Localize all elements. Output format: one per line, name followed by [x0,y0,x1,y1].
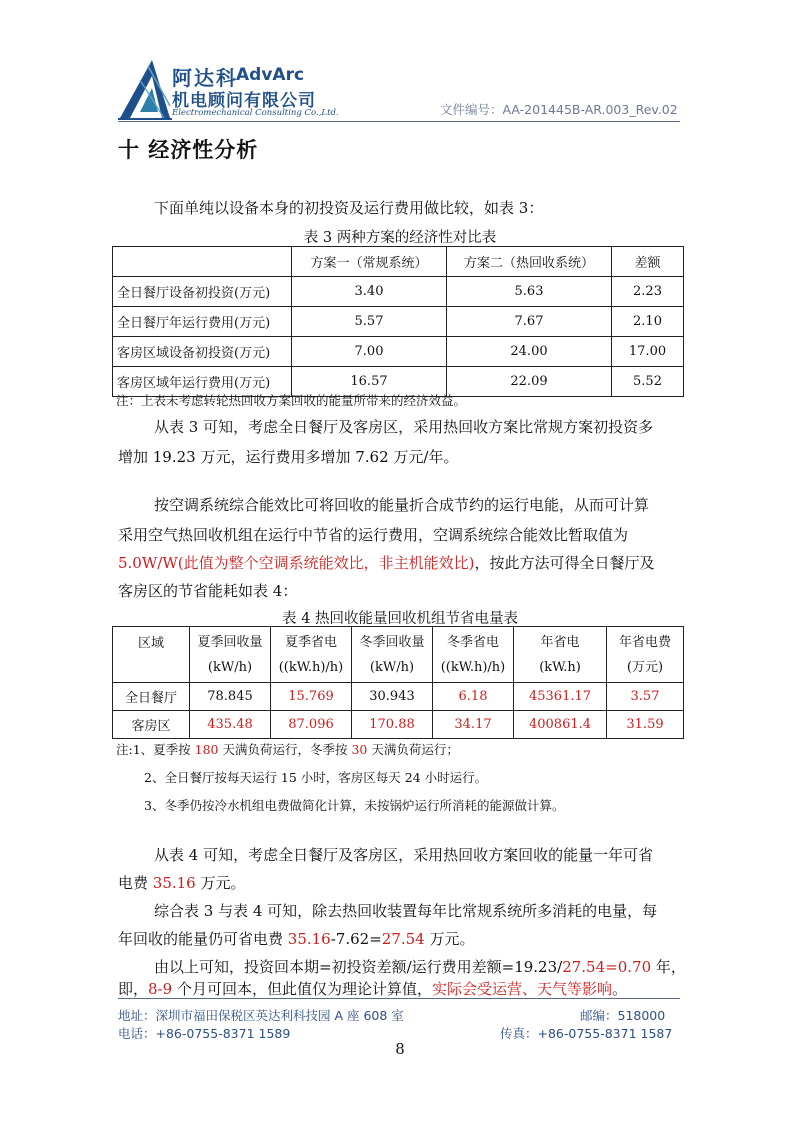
table-cell: 6.18 [433,683,514,711]
table-header-cell [352,627,433,683]
table-cell: 31.59 [607,711,684,739]
paragraph-line: 综合表 3 与表 4 可知，除去热回收装置每年比常规系统所多消耗的电量，每 [154,902,658,920]
row-label: 全日餐厅设备初投资(万元) [113,277,292,307]
header-unit: ((kW.h)/h) [278,659,344,675]
highlighted-text: 35.16 [287,930,331,948]
table-header-row [113,627,684,683]
table-cell: 3.57 [607,683,684,711]
table-cell: 16.57 [292,367,447,397]
row-label: 全日餐厅 [113,683,190,711]
footer-address: 地址：深圳市福田保税区英达利科技园 A 座 608 室 [118,1008,404,1023]
text-span: 天满负荷运行； [367,742,459,757]
text-span: 年回收的能量仍可省电费 [118,930,288,948]
table-header-cell [113,627,190,683]
table-cell: 435.48 [190,711,271,739]
section-title: 十 经济性分析 [118,138,259,162]
footer-divider [118,998,680,999]
header-label: 年省电费 [618,634,671,650]
table-header-cell: 差额 [612,247,684,277]
table-header-cell [433,627,514,683]
paragraph-line: 增加 19.23 万元，运行费用多增加 7.62 万元/年。 [118,448,459,466]
table-cell: 15.769 [271,683,352,711]
logo-english-subtitle: Electromechanical Consulting Co.,Ltd. [172,108,339,118]
paragraph-line [118,924,475,954]
table-row [113,277,684,307]
table-cell: 5.57 [292,307,447,337]
table4-caption: 表 4 热回收能量回收机组节省电量表 [282,611,518,627]
table-cell: 22.09 [447,367,612,397]
footer-phone: 电话：+86-0755-8371 1589 [118,1026,291,1041]
table-header-cell [113,247,292,277]
table-header-cell [271,627,352,683]
highlighted-text: 8-9 [148,980,173,998]
table-row [113,307,684,337]
highlighted-text: 35.16 [152,874,196,892]
row-label: 客房区 [113,711,190,739]
highlighted-text: 0.70 [617,958,652,976]
table-cell: 78.845 [190,683,271,711]
table-cell: 7.00 [292,337,447,367]
table-cell: 170.88 [352,711,433,739]
table3-note: 注：上表未考虑转轮热回收方案回收的能量所带来的经济效益。 [116,393,467,408]
economic-comparison-table [112,246,684,397]
header-label: 年省电 [540,634,580,650]
header-unit: (kW/h) [207,659,253,675]
paragraph-line [118,548,654,578]
paragraph-line [118,868,246,898]
table-cell: 24.00 [447,337,612,367]
logo-english-name: AdvArc [236,65,305,85]
highlighted-text: 实际会受运营、天气等影响 [431,980,612,998]
highlighted-text: 27.54 [562,958,606,976]
text-span: 电费 [118,874,153,892]
text-span: -7.62= [330,930,382,948]
header-label: 夏季省电 [284,634,337,650]
table-cell: 3.40 [292,277,447,307]
table-header-row [113,247,684,277]
text-span: 。 [611,980,627,998]
header-unit: ((kW.h)/h) [440,659,506,675]
table-header-cell [190,627,271,683]
footer-fax: 传真：+86-0755-8371 1587 [500,1026,673,1041]
header-unit: (万元) [626,659,664,675]
paragraph-line: 从表 3 可知，考虑全日餐厅及客房区，采用热回收方案比常规方案初投资多 [154,418,654,436]
row-label: 全日餐厅年运行费用(万元) [113,307,292,337]
header-label: 夏季回收量 [197,634,263,650]
table3-caption: 表 3 两种方案的经济性对比表 [303,230,497,246]
paragraph-line: 按空调系统综合能效比可将回收的能量折合成节约的运行电能，从而可计算 [154,496,650,514]
table4-note-3: 3、冬季仍按冷水机组电费做简化计算，未按锅炉运行所消耗的能源做计算。 [144,798,565,813]
text-span: ，按此方法可得全日餐厅及 [474,554,655,572]
header-label: 冬季回收量 [359,634,425,650]
table-cell: 17.00 [612,337,684,367]
highlighted-text: 5.0W/W(此值为整个空调系统能效比，非主机能效比) [118,554,475,572]
table-cell: 30.943 [352,683,433,711]
footer-postcode: 邮编：518000 [580,1008,666,1023]
text-span: 天满负荷运行，冬季按 [218,742,352,757]
table-cell: 7.67 [447,307,612,337]
table-header-cell: 方案二（热回收系统） [447,247,612,277]
header-divider [118,121,680,122]
table-cell: 5.63 [447,277,612,307]
highlighted-text: 27.54 [381,930,425,948]
table4-note-2: 2、全日餐厅按每天运行 15 小时，客房区每天 24 小时运行。 [144,770,488,785]
row-label: 客房区域年运行费用(万元) [113,367,292,397]
logo-company-type: 机电顾问有限公司 [172,91,316,111]
table-cell: 87.096 [271,711,352,739]
table-cell: 400861.4 [514,711,607,739]
paragraph-line: 客房区的节省能耗如表 4： [118,582,298,600]
text-span: 万元。 [424,930,475,948]
highlighted-text: 30 [351,742,368,757]
table-row [113,337,684,367]
text-span: 年， [651,958,686,976]
table-cell: 5.52 [612,367,684,397]
highlighted-text: 180 [194,742,219,757]
table-header-cell [514,627,607,683]
logo-chinese-name: 阿达科 [172,66,238,90]
header-unit: (kW.h) [539,659,581,675]
paragraph-line: 采用空气热回收机组在运行中节省的运行费用，空调系统综合能效比暂取值为 [118,526,629,544]
table-header-cell: 方案一（常规系统） [292,247,447,277]
text-span: 个月可回本，但此值仅为理论计算值， [172,980,432,998]
table-cell: 34.17 [433,711,514,739]
page-number: 8 [395,1040,405,1058]
header-label: 区域 [137,636,164,651]
table-cell: 2.10 [612,307,684,337]
table-row [113,683,684,711]
intro-paragraph: 下面单纯以设备本身的初投资及运行费用做比较，如表 3： [154,199,544,217]
energy-saving-table [112,626,684,739]
text-span: 注:1、夏季按 [116,742,195,757]
text-span: 万元。 [195,874,246,892]
text-span: 由以上可知，投资回本期=初投资差额/运行费用差额=19.23/ [154,958,563,976]
table4-note-1 [116,740,459,758]
header-label: 冬季省电 [446,634,499,650]
row-label: 客房区域设备初投资(万元) [113,337,292,367]
highlighted-text: = [605,958,618,976]
table-header-cell [607,627,684,683]
paragraph-line: 从表 4 可知，考虑全日餐厅及客房区，采用热回收方案回收的能量一年可省 [154,846,654,864]
text-span: 即， [118,980,149,998]
table-cell: 2.23 [612,277,684,307]
table-cell: 45361.17 [514,683,607,711]
table-row [113,711,684,739]
document-number: 文件编号：AA-201445B-AR.003_Rev.02 [440,102,678,117]
paragraph-line [118,974,627,1004]
header-unit: (kW/h) [369,659,415,675]
